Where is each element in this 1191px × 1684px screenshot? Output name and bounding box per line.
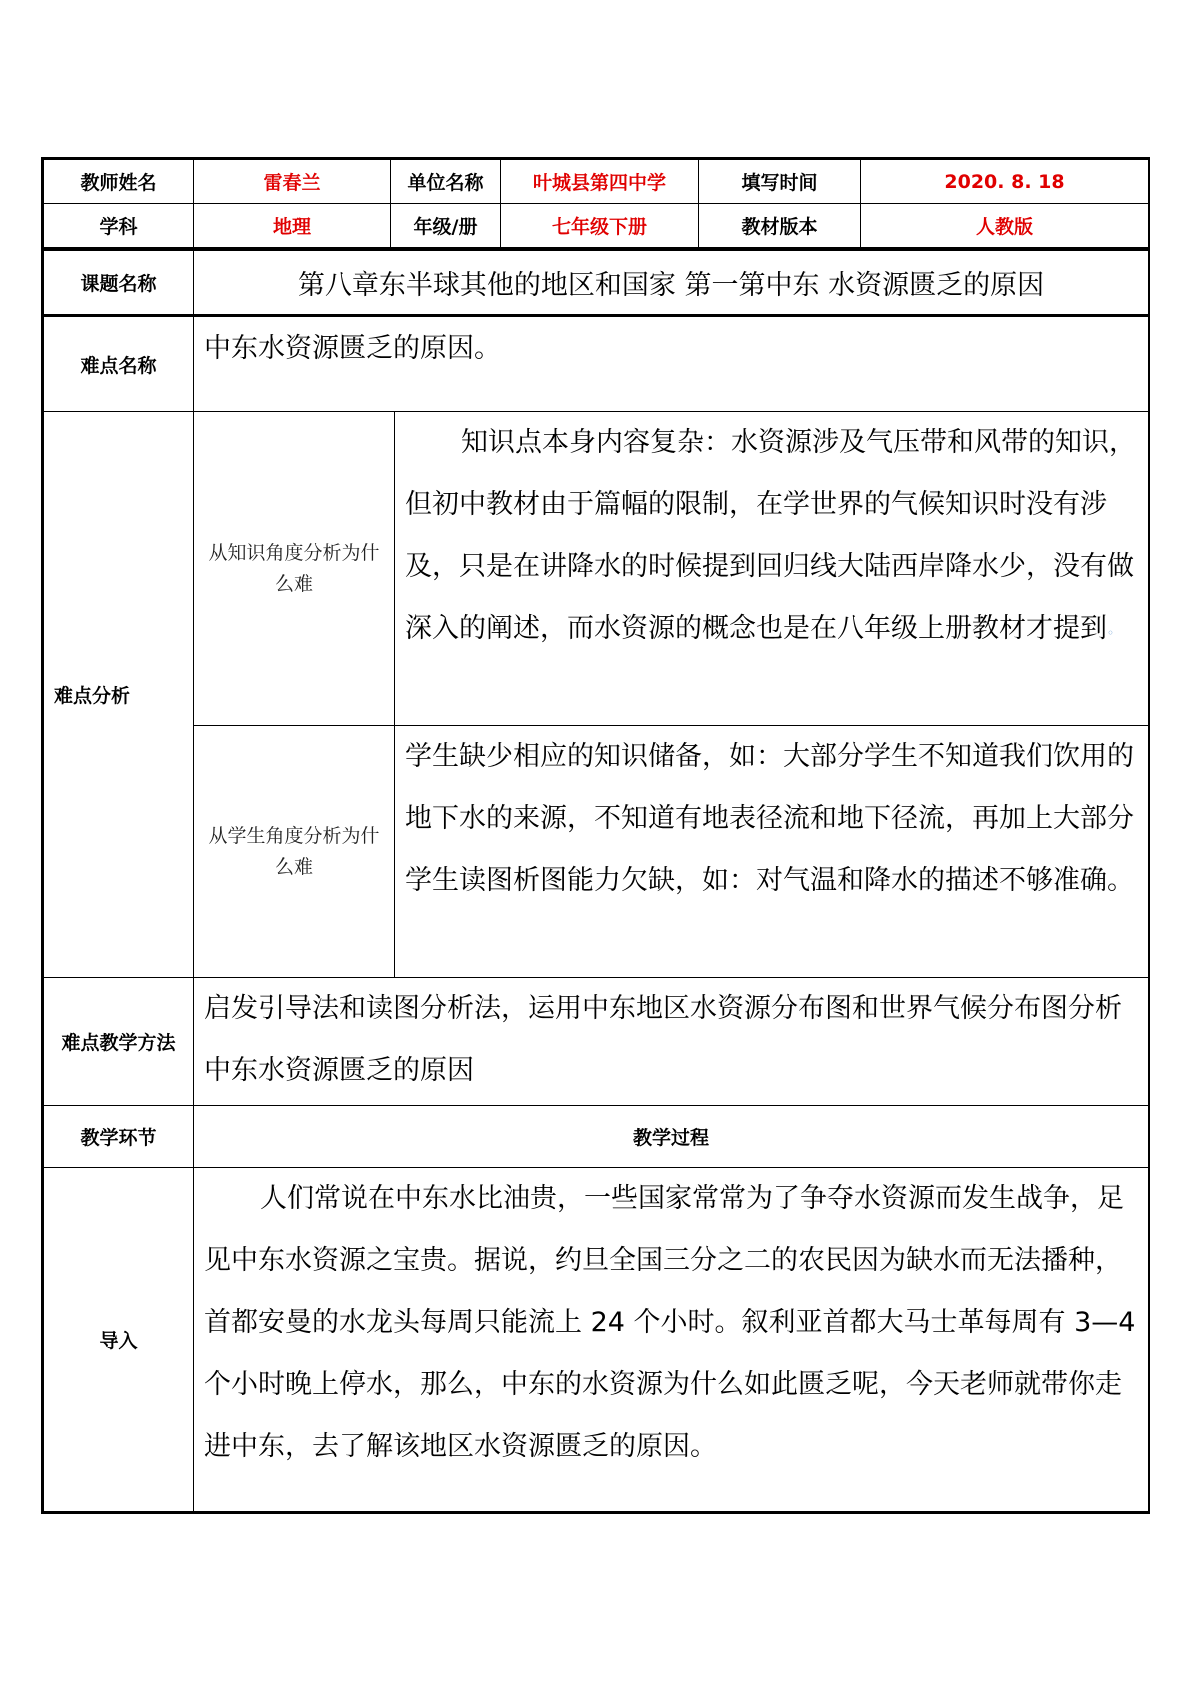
edition-value: 人教版 [861,204,1149,248]
topic-value: 第八章东半球其他的地区和国家 第一第中东 水资源匮乏的原因 [194,250,1149,316]
method-label: 难点教学方法 [44,978,194,1106]
student-label: 从学生角度分析为什么难 [194,726,395,978]
content-table [43,248,1149,1512]
lesson-plan-table [41,157,1150,1514]
unit-value: 叶城县第四中学 [501,160,699,204]
topic-row [44,250,1149,316]
date-value: 2020. 8. 18 [861,160,1149,204]
header-table [43,159,1149,248]
knowledge-row [44,412,1149,726]
teacher-value: 雷春兰 [194,160,391,204]
difficulty-row [44,316,1149,412]
grade-value: 七年级下册 [501,204,699,248]
intro-text: 人们常说在中东水比油贵，一些国家常常为了争夺水资源而发生战争，足见中东水资源之宝贵。据说，约旦全国三分之二的农民因为缺水而无法播种，首都安曼的水龙头每周只能流上 24 个小时。叙利亚首都大马士革每周有 3—4 个小时晚上停水，那么，中东的水资源为什么如此匮乏呢，今天老师就带你走进中东，去了解该地区水资源匮乏的原因。 [194,1168,1149,1512]
difficulty-label: 难点名称 [44,316,194,412]
intro-row [44,1168,1149,1512]
knowledge-label: 从知识角度分析为什么难 [194,412,395,726]
student-row [44,726,1149,978]
intro-label: 导入 [44,1168,194,1512]
method-row [44,978,1149,1106]
date-label: 填写时间 [699,160,861,204]
topic-label: 课题名称 [44,250,194,316]
unit-label: 单位名称 [391,160,501,204]
teacher-label: 教师姓名 [44,160,194,204]
method-value: 启发引导法和读图分析法，运用中东地区水资源分布图和世界气候分布图分析中东水资源匮乏的原因 [194,978,1149,1106]
difficulty-value: 中东水资源匮乏的原因。 [194,316,1149,412]
header-row-2 [44,204,1149,248]
student-text: 学生缺少相应的知识储备，如：大部分学生不知道我们饮用的地下水的来源，不知道有地表径流和地下径流，再加上大部分学生读图析图能力欠缺，如：对气温和降水的描述不够准确。 [395,726,1149,978]
stage-label: 教学环节 [44,1106,194,1168]
knowledge-text-content: 知识点本身内容复杂：水资源涉及气压带和风带的知识，但初中教材由于篇幅的限制，在学世界的气候知识时没有涉及，只是在讲降水的时候提到回归线大陆西岸降水少，没有做深入的阐述，而水资源的概念也是在八年级上册教材才提到 [405,427,1136,644]
analysis-label: 难点分析 [44,412,194,978]
edition-label: 教材版本 [699,204,861,248]
process-label: 教学过程 [194,1106,1149,1168]
grade-label: 年级/册 [391,204,501,248]
subject-label: 学科 [44,204,194,248]
cursor-mark: ◦ [1107,626,1115,640]
knowledge-text [395,412,1149,726]
header-row-1 [44,160,1149,204]
subject-value: 地理 [194,204,391,248]
process-header-row [44,1106,1149,1168]
